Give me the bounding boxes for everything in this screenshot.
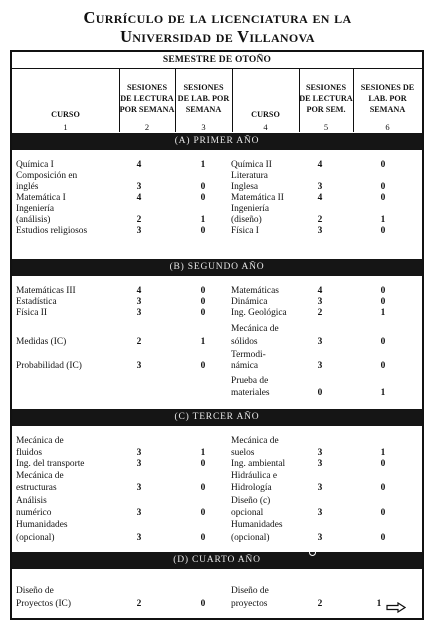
course-cell: Matemática II xyxy=(231,193,284,203)
value-cell: 3 xyxy=(136,508,142,518)
course-cell: Ingeniería xyxy=(231,204,269,214)
course-cell: Composición en xyxy=(16,171,78,181)
value-cell: 1 xyxy=(380,308,386,318)
course-cell: Ing. ambiental xyxy=(231,459,286,469)
col-number: 3 xyxy=(201,122,206,132)
course-cell: Estadística xyxy=(16,297,57,307)
course-cell: Matemática I xyxy=(16,193,66,203)
value-cell: 4 xyxy=(136,160,142,170)
course-cell: Química I xyxy=(16,160,54,170)
col-number: 5 xyxy=(323,122,329,132)
value-cell: 3 xyxy=(317,483,323,493)
value-cell: 0 xyxy=(380,508,386,518)
course-cell: Física I xyxy=(231,226,259,236)
value-cell: 3 xyxy=(136,297,142,307)
course-cell: Ing. del transporte xyxy=(16,459,85,469)
course-cell: Química II xyxy=(231,160,272,170)
col-header-sesiones-lectura-sem: SESIONES DE LECTURA POR SEM. xyxy=(299,83,353,114)
value-cell: 0 xyxy=(200,308,206,318)
value-cell: 3 xyxy=(136,226,142,236)
value-cell: 0 xyxy=(200,286,206,296)
course-cell: Física II xyxy=(16,308,47,318)
course-cell: Mecánica de xyxy=(16,471,64,481)
course-cell: Mecánica de xyxy=(16,436,64,446)
section-band-cuarto-ano: (D) CUARTO AÑO xyxy=(12,552,422,569)
course-cell: Probabilidad (IC) xyxy=(16,361,82,371)
course-cell: (análisis) xyxy=(16,215,51,225)
value-cell: 0 xyxy=(200,599,206,609)
value-cell: 2 xyxy=(317,215,323,225)
course-cell: Humanidades xyxy=(16,520,68,530)
value-cell: 4 xyxy=(136,193,142,203)
value-cell: 2 xyxy=(317,599,323,609)
col-number: 2 xyxy=(144,122,150,132)
section-band-tercer-ano: (C) TERCER AÑO xyxy=(12,409,422,426)
course-cell: Proyectos (IC) xyxy=(16,599,71,609)
semester-header: SEMESTRE DE OTOÑO xyxy=(162,55,272,65)
value-cell: 3 xyxy=(136,459,142,469)
course-cell: Mecánica de xyxy=(231,324,279,334)
value-cell: 0 xyxy=(317,388,323,398)
value-cell: 0 xyxy=(380,483,386,493)
col-number: 6 xyxy=(385,122,390,132)
value-cell: 3 xyxy=(317,182,323,192)
course-cell: fluidos xyxy=(16,448,43,458)
divider xyxy=(12,68,422,69)
course-cell: Matemáticas xyxy=(231,286,279,296)
curriculum-table xyxy=(10,50,424,620)
course-cell: Literatura xyxy=(231,171,268,181)
course-cell: Prueba de xyxy=(231,376,269,386)
col-header-sesiones-lab: SESIONES DE LAB. POR SEMANA xyxy=(177,83,230,114)
course-cell: Ing. Geológica xyxy=(231,308,287,318)
value-cell: 0 xyxy=(200,297,206,307)
value-cell: 0 xyxy=(380,286,386,296)
page-title-line-1: Currículo de la licenciatura en la xyxy=(83,8,352,27)
value-cell: 3 xyxy=(317,533,323,543)
value-cell: 4 xyxy=(317,286,323,296)
col-header-sesiones-de-lab: SESIONES DE LAB. POR SEMANA xyxy=(360,83,415,114)
value-cell: 2 xyxy=(136,337,142,347)
value-cell: 1 xyxy=(380,215,386,225)
value-cell: 0 xyxy=(380,182,386,192)
value-cell: 3 xyxy=(136,308,142,318)
course-cell: Dinámica xyxy=(231,297,268,307)
value-cell: 1 xyxy=(200,160,206,170)
col-header-sesiones-lectura: SESIONES DE LECTURA POR SEMANA xyxy=(119,83,175,114)
course-cell: suelos xyxy=(231,448,255,458)
col-header-curso-4: CURSO xyxy=(251,110,280,119)
value-cell: 3 xyxy=(136,533,142,543)
value-cell: 0 xyxy=(380,160,386,170)
value-cell: 0 xyxy=(380,459,386,469)
value-cell: 0 xyxy=(200,508,206,518)
value-cell: 3 xyxy=(317,459,323,469)
course-cell: Termodi- xyxy=(231,350,266,360)
course-cell: proyectos xyxy=(231,599,268,609)
value-cell: 1 xyxy=(200,215,206,225)
course-cell: Mecánica de xyxy=(231,436,279,446)
circle-mark-icon xyxy=(309,549,316,556)
value-cell: 1 xyxy=(200,448,206,458)
value-cell: 1 xyxy=(380,388,386,398)
value-cell: 0 xyxy=(380,533,386,543)
course-cell: (opcional) xyxy=(16,533,55,543)
value-cell: 0 xyxy=(200,533,206,543)
value-cell: 0 xyxy=(380,193,386,203)
right-arrow-icon xyxy=(384,598,406,616)
course-cell: Diseño (c) xyxy=(231,496,271,506)
value-cell: 0 xyxy=(380,361,386,371)
course-cell: Inglesa xyxy=(231,182,259,192)
course-cell: Medidas (IC) xyxy=(16,337,67,347)
value-cell: 3 xyxy=(136,483,142,493)
value-cell: 3 xyxy=(136,361,142,371)
col-header-curso-1: CURSO xyxy=(51,110,80,119)
col-number: 4 xyxy=(263,122,268,132)
section-band-segundo-ano: (B) SEGUNDO AÑO xyxy=(12,259,422,276)
value-cell: 4 xyxy=(317,193,323,203)
value-cell: 3 xyxy=(317,297,323,307)
course-cell: inglés xyxy=(16,182,39,192)
value-cell: 4 xyxy=(136,286,142,296)
value-cell: 3 xyxy=(317,508,323,518)
course-cell: Matemáticas III xyxy=(16,286,76,296)
course-cell: Ingeniería xyxy=(16,204,54,214)
course-cell: Diseño de xyxy=(16,586,54,596)
course-cell: estructuras xyxy=(16,483,57,493)
course-cell: numérico xyxy=(16,508,52,518)
course-cell: (diseño) xyxy=(231,215,262,225)
value-cell: 1 xyxy=(200,337,206,347)
course-cell: Hidráulica e xyxy=(231,471,278,481)
value-cell: 0 xyxy=(200,459,206,469)
course-cell: Diseño de xyxy=(231,586,269,596)
col-number: 1 xyxy=(63,122,68,132)
section-band-primer-ano: (A) PRIMER AÑO xyxy=(12,133,422,150)
value-cell: 0 xyxy=(380,337,386,347)
value-cell: 0 xyxy=(200,361,206,371)
value-cell: 0 xyxy=(380,297,386,307)
value-cell: 2 xyxy=(317,308,323,318)
value-cell: 0 xyxy=(200,226,206,236)
course-cell: materiales xyxy=(231,388,270,398)
course-cell: sólidos xyxy=(231,337,258,347)
value-cell: 3 xyxy=(317,361,323,371)
value-cell: 1 xyxy=(380,448,386,458)
course-cell: (opcional) xyxy=(231,533,270,543)
course-cell: námica xyxy=(231,361,259,371)
value-cell: 2 xyxy=(136,599,142,609)
page-title-line-2: Universidad de Villanova xyxy=(120,27,315,46)
value-cell: 3 xyxy=(317,226,323,236)
value-cell: 3 xyxy=(317,448,323,458)
course-cell: opcional xyxy=(231,508,264,518)
course-cell: Análisis xyxy=(16,496,47,506)
course-cell: Hidrología xyxy=(231,483,272,493)
course-cell: Humanidades xyxy=(231,520,283,530)
value-cell: 0 xyxy=(200,483,206,493)
value-cell: 3 xyxy=(317,337,323,347)
value-cell: 0 xyxy=(200,182,206,192)
value-cell: 1 xyxy=(376,599,382,609)
value-cell: 3 xyxy=(136,448,142,458)
value-cell: 0 xyxy=(380,226,386,236)
value-cell: 2 xyxy=(136,215,142,225)
value-cell: 4 xyxy=(317,160,323,170)
course-cell: Estudios religiosos xyxy=(16,226,88,236)
value-cell: 3 xyxy=(136,182,142,192)
value-cell: 0 xyxy=(200,193,206,203)
